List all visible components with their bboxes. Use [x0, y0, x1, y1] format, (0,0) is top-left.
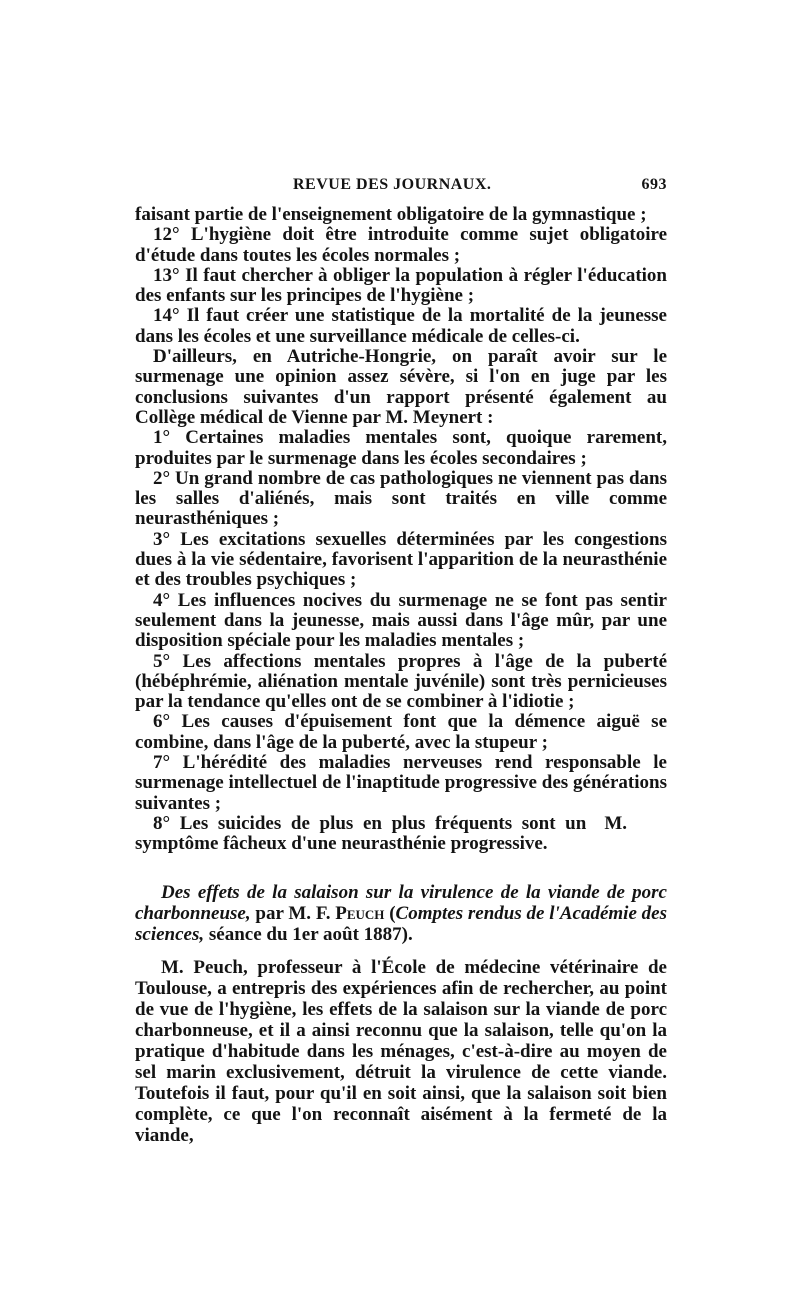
paragraph-item-5: 5° Les affections mentales propres à l'âge de la puberté (hébéphrémie, aliénation mentale juvénile) sont très pernicieuses par la tendance qu'elles ont de se combiner à l'idiotie ;	[135, 650, 667, 713]
running-header	[135, 176, 667, 198]
paragraph-item-3: 3° Les excitations sexuelles déterminées par les congestions dues à la vie sédentaire, favorisent l'apparition de la neurasthénie et des troubles psychiques ;	[135, 528, 667, 591]
paragraph-item-7: 7° L'hérédité des maladies nerveuses rend responsable le surmenage intellectuel de l'inaptitude progressive des générations suivantes ;	[135, 752, 667, 814]
article-author: Peuch	[335, 903, 385, 924]
paragraph-item-8	[135, 814, 667, 855]
article-citation	[135, 882, 667, 945]
paragraph-intro-meynert: D'ailleurs, en Autriche-Hongrie, on paraît avoir sur le surmenage une opinion assez sévère, si l'on en juge par les conclusions suivantes d'un rapport présenté également au Collège médical de Vienne par M. Meynert :	[135, 346, 667, 428]
paragraph-item-12: 12° L'hygiène doit être introduite comme sujet obligatoire d'étude dans toutes les écoles normales ;	[135, 224, 667, 266]
article-session: séance du 1er août 1887).	[204, 924, 413, 945]
item-8-text: 8° Les suicides de plus en plus fréquents sont un symptôme fâcheux d'une neurasthénie progressive.	[135, 812, 587, 855]
article-source: Comptes rendus de l'Académie des sciences,	[135, 903, 667, 945]
review-body	[135, 205, 667, 855]
article-body: M. Peuch, professeur à l'École de médecine vétérinaire de Toulouse, a entrepris des expériences afin de rechercher, au point de vue de l'hygiène, les effets de la salaison sur la viande de porc charbonneuse, et il a ainsi reconnu que la salaison, telle qu'on la pratique d'habitude dans les ménages, c'est-à-dire au moyen de sel marin exclusivement, détruit la virulence de cette viande. Toutefois il faut, pour qu'il en soit ainsi, que la salaison soit bien complète, ce que l'on reconnaît aisément à la fermeté de la viande,	[135, 957, 667, 1146]
article-by: par M. F.	[250, 903, 336, 924]
source-open: (	[384, 903, 396, 924]
paragraph-item-6: 6° Les causes d'épuisement font que la démence aiguë se combine, dans l'âge de la puberté, avec la stupeur ;	[135, 711, 667, 753]
paragraph-continuation: faisant partie de l'enseignement obligatoire de la gymnastique ;	[135, 204, 647, 225]
article-review	[135, 882, 667, 1146]
paragraph-item-14: 14° Il faut créer une statistique de la mortalité de la jeunesse dans les écoles et une surveillance médicale de celles-ci.	[135, 305, 667, 347]
paragraph-item-4: 4° Les influences nocives du surmenage ne se font pas sentir seulement dans la jeunesse, mais aussi dans l'âge mûr, par une disposition spéciale pour les maladies mentales ;	[135, 589, 667, 652]
paragraph-item-2: 2° Un grand nombre de cas pathologiques ne viennent pas dans les salles d'aliénés, mais sont traités en ville comme neurasthéniques ;	[135, 467, 667, 530]
running-title: REVUE DES JOURNAUX.	[293, 176, 492, 193]
page-number: 693	[641, 176, 667, 193]
paragraph-item-13: 13° Il faut chercher à obliger la population à régler l'éducation des enfants sur les principes de l'hygiène ;	[135, 264, 667, 307]
article-title: Des effets de la salaison sur la virulence de la viande de porc charbonneuse,	[135, 882, 667, 924]
paragraph-item-1: 1° Certaines maladies mentales sont, quoique rarement, produites par le surmenage dans les écoles secondaires ;	[135, 427, 667, 469]
signature-initial: M.	[604, 812, 627, 834]
